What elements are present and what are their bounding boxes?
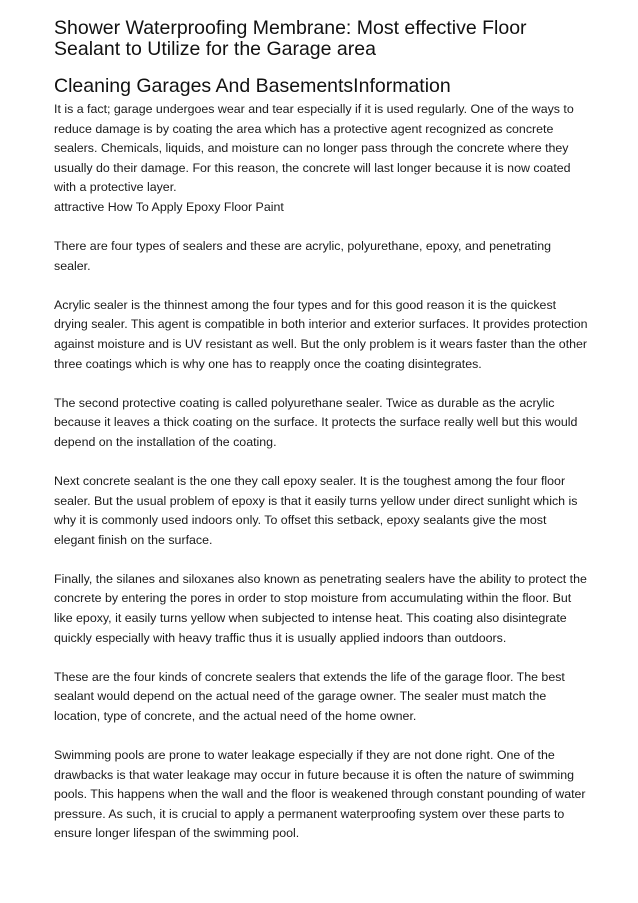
section-heading: Cleaning Garages And BasementsInformation — [54, 75, 451, 97]
document-title: Shower Waterproofing Membrane: Most effective Floor Sealant to Utilize for the Garage area — [54, 17, 527, 60]
paragraph-types: There are four types of sealers and these are acrylic, polyurethane, epoxy, and penetrating sealer. — [54, 239, 552, 273]
paragraph-acrylic: Acrylic sealer is the thinnest among the four types and for this good reason it is the quickest drying sealer. This agent is compatible in both interior and exterior surfaces. It provides protection against moisture and is UV resistant as well. But the only problem is it wears faster than the other three coatings which is why one has to reapply once the coating disintegrates. — [54, 297, 588, 371]
paragraph-polyurethane: The second protective coating is called polyurethane sealer. Twice as durable as the acrylic because it leaves a thick coating on the surface. It protects the surface really well but this would depend on the installation of the coating. — [54, 395, 578, 449]
paragraph-intro: It is a fact; garage undergoes wear and tear especially if it is used regularly. One of the ways to reduce damage is by coating the area which has a protective agent recognized as concrete sealers. Chemicals, liquids, and moisture can no longer pass through the concrete where they usually do their damage. For this reason, the concrete will last longer because it is now coated with a protective layer. — [54, 102, 574, 195]
paragraph-swimming-pools: Swimming pools are prone to water leakage especially if they are not done right. One of the drawbacks is that water leakage may occur in future because it is often the nature of swimming pools. This happens when the wall and the floor is weakened through constant pounding of water pressure. As such, it is crucial to apply a permanent waterproofing system over these parts to ensure longer lifespan of the swimming pool. — [54, 747, 586, 841]
related-link[interactable]: attractive How To Apply Epoxy Floor Paint — [54, 199, 284, 214]
paragraph-penetrating: Finally, the silanes and siloxanes also known as penetrating sealers have the ability to protect the concrete by entering the pores in order to stop moisture from accumulating within the floor. But like epoxy, it easily turns yellow when subjected to intense heat. This coating also disintegrate quickly especially with heavy traffic thus it is usually applied indoors than outdoors. — [54, 571, 587, 645]
paragraph-epoxy: Next concrete sealant is the one they call epoxy sealer. It is the toughest among the four floor sealer. But the usual problem of epoxy is that it easily turns yellow under direct sunlight which is why it is commonly used indoors only. To offset this setback, epoxy sealants give the most elegant finish on the surface. — [54, 473, 578, 547]
paragraph-summary: These are the four kinds of concrete sealers that extends the life of the garage floor. The best sealant would depend on the actual need of the garage owner. The sealer must match the location, type of concrete, and the actual need of the home owner. — [54, 669, 565, 723]
document-body — [54, 100, 588, 844]
